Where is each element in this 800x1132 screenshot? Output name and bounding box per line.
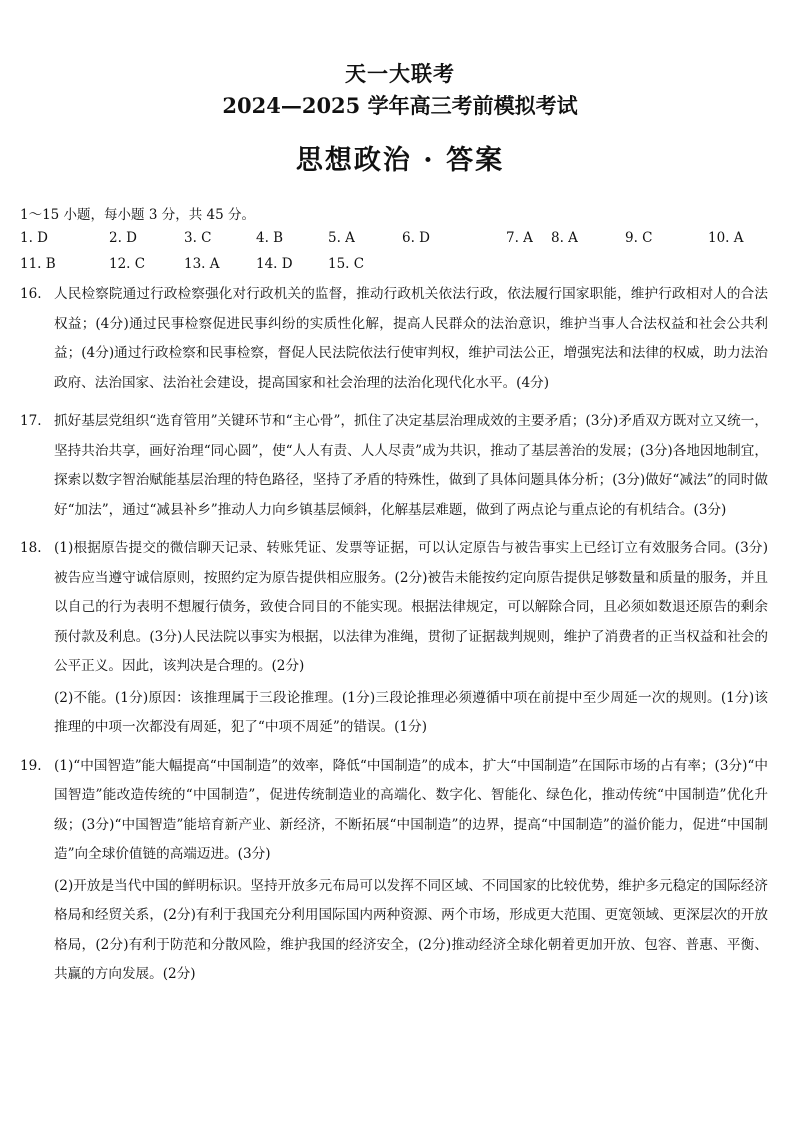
question-19-answer (20, 752, 768, 990)
mc-answer: 12. C (109, 256, 146, 272)
mc-answer: 5. A (328, 230, 355, 246)
mc-answer: 2. D (109, 230, 137, 246)
answer-part-1: (1)“中国智造”能大幅提高“中国制造”的效率，降低“中国制造”的成本，扩大“中国制造”在国际市场的占有率；(3分)“中国智造”能改造传统的“中国制造”，促进传统制造业的高端化、数字化、智能化、绿色化，推动传统“中国制造”优化升级；(3分)“中国智造”能培育新产业、新经济，不断拓展“中国制造”的边界，提高“中国制造”的溢价能力，促进“中国制造”向全球价值链的高端迈进。(3分) (54, 757, 768, 862)
mc-answer: 3. C (184, 230, 212, 246)
question-number: 16. (20, 286, 42, 302)
mc-answer: 6. D (402, 230, 430, 246)
mc-answer: 15. C (328, 256, 365, 272)
exam-name-title: 2024—2025 学年高三考前模拟考试 (222, 93, 578, 118)
mc-answer: 7. A (506, 230, 533, 246)
question-18-answer (20, 534, 768, 743)
subject-title: 思想政治 · 答案 (295, 145, 505, 176)
mc-answer: 4. B (256, 230, 284, 246)
subjective-answers (20, 280, 768, 999)
mc-answer: 8. A (551, 230, 578, 246)
question-number: 17. (20, 413, 42, 429)
question-16-answer (20, 280, 768, 398)
answer-part-2: (2)不能。(1分)原因：该推理属于三段论推理。(1分)三段论推理必须遵循中项在前提中至少周延一次的规则。(1分)该推理的中项一次都没有周延，犯了“中项不周延”的错误。(1分) (54, 689, 768, 735)
mc-answer: 13. A (184, 256, 220, 272)
mc-answer: 1. D (20, 230, 48, 246)
mc-answer: 9. C (625, 230, 653, 246)
question-number: 19. (20, 757, 42, 774)
multiple-choice-note: 1～15 小题，每小题 3 分，共 45 分。 (20, 207, 255, 223)
mc-answer: 11. B (20, 256, 56, 272)
mc-answer: 14. D (256, 256, 293, 272)
answer-part-1: (1)根据原告提交的微信聊天记录、转账凭证、发票等证据，可以认定原告与被告事实上已经订立有效服务合同。(3分)被告应当遵守诚信原则，按照约定为原告提供相应服务。(2分)被告未能按约定向原告提供足够数量和质量的服务，并且以自己的行为表明不想履行债务，致使合同目的不能实现。根据法律规定，可以解除合同，且必须如数退还原告的剩余预付款及利息。(3分)人民法院以事实为根据，以法律为准绳，贯彻了证据裁判规则，维护了消费者的正当权益和社会的公平正义。因此，该判决是合理的。(2分) (54, 540, 768, 674)
question-number: 18. (20, 540, 42, 556)
question-17-answer (20, 407, 768, 525)
mc-answer: 10. A (708, 230, 744, 246)
answer-text: 抓好基层党组织“选育管用”关键环节和“主心骨”，抓住了决定基层治理成效的主要矛盾；(3分)矛盾双方既对立又统一，坚持共治共享，画好治理“同心圆”，使“人人有责、人人尽责”成为共识，推动了基层善治的发展；(3分)各地因地制宜，探索以数字智治赋能基层治理的特色路径，坚持了矛盾的特殊性，做到了具体问题具体分析；(3分)做好“减法”的同时做好“加法”，通过“减县补乡”推动人力向乡镇基层倾斜，化解基层难题，做到了两点论与重点论的有机结合。(3分) (54, 413, 768, 518)
exam-organizer-title: 天一大联考 (345, 61, 455, 86)
answer-part-2: (2)开放是当代中国的鲜明标识。坚持开放多元布局可以发挥不同区域、不同国家的比较优势，维护多元稳定的国际经济格局和经贸关系，(2分)有利于我国充分利用国际国内两种资源、两个市场，形成更大范围、更宽领域、更深层次的开放格局，(2分)有利于防范和分散风险，维护我国的经济安全，(2分)推动经济全球化朝着更加开放、包容、普惠、平衡、共赢的方向发展。(2分) (54, 877, 768, 982)
answer-text: 人民检察院通过行政检察强化对行政机关的监督，推动行政机关依法行政，依法履行国家职能，维护行政相对人的合法权益；(4分)通过民事检察促进民事纠纷的实质性化解，提高人民群众的法治意识，维护当事人合法权益和社会公共利益；(4分)通过行政检察和民事检察，督促人民法院依法行使审判权，维护司法公正，增强宪法和法律的权威，助力法治政府、法治国家、法治社会建设，提高国家和社会治理的法治化现代化水平。(4分) (54, 286, 768, 391)
